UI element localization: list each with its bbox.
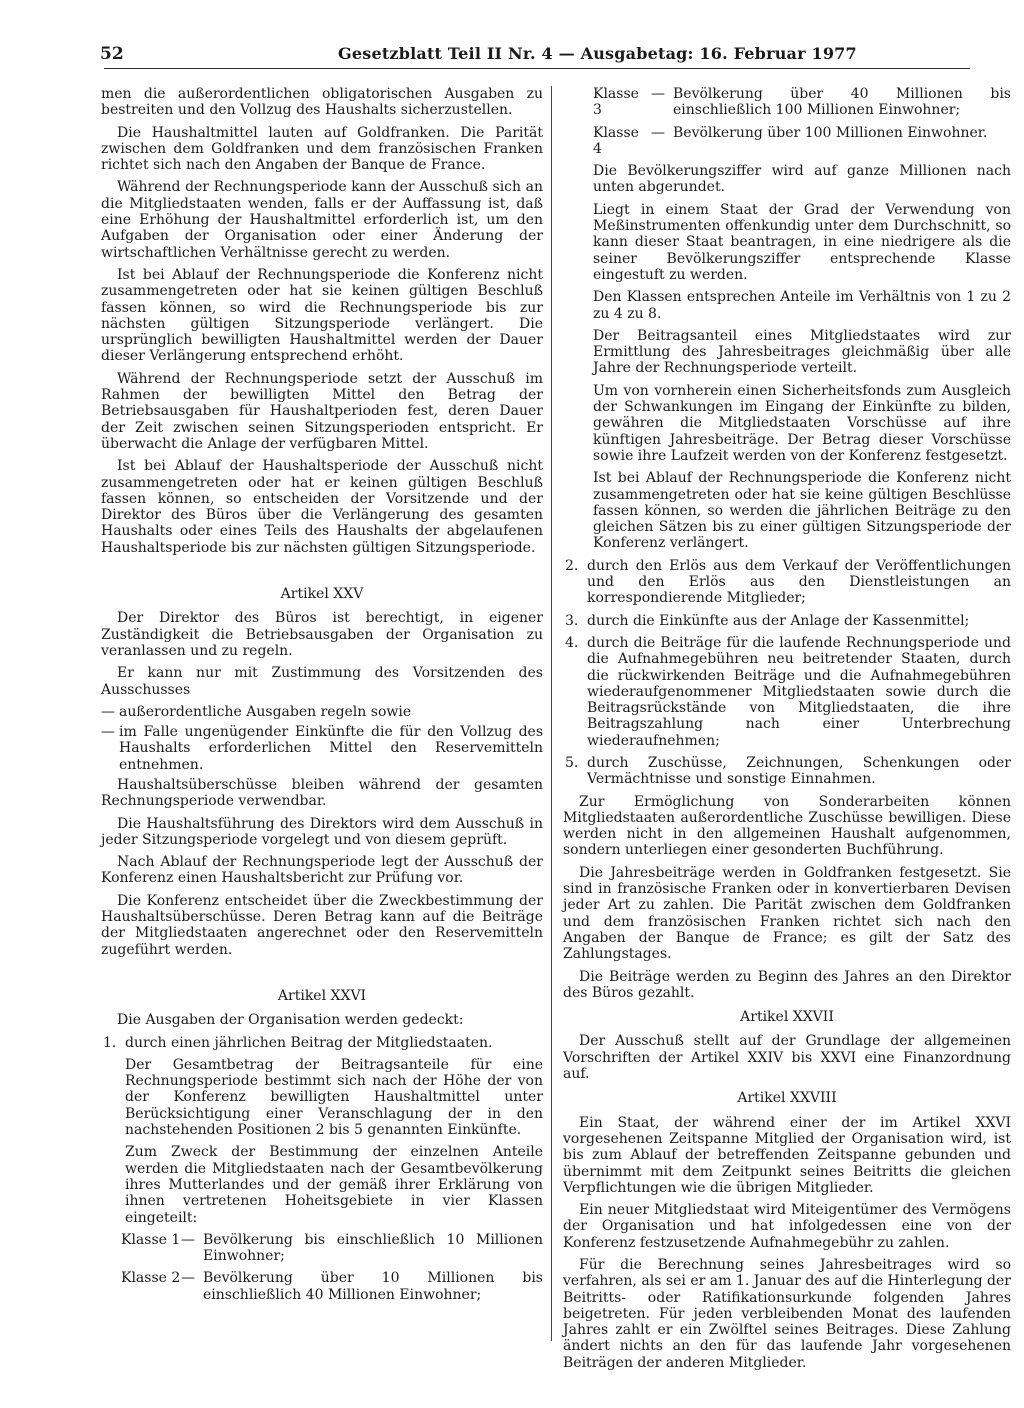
paragraph: Für die Berechnung seines Jahresbeitrages wird so verfahren, als sei er am 1. Januar des auf die Hinterlegung der Beitritts- oder Ratifikationsurkunde folgenden Jahres beigetreten. Für jeden verbleibenden Monat des laufenden Jahres zahlt er ein Zwölftel seines Beitrages. Diese Zahlung ändert nichts an den für das laufende Jahr vorgesehenen Beiträgen der anderen Mitglieder.: [563, 1257, 1011, 1371]
paragraph: Die Bevölkerungsziffer wird auf ganze Millionen nach unten abgerundet.: [593, 163, 1011, 196]
item-text: durch die Einkünfte aus der Anlage der Kassenmittel;: [587, 612, 970, 629]
paragraph: Ist bei Ablauf der Haushaltsperiode der Ausschuß nicht zusammengetreten oder hat er keinen gültigen Beschluß fassen können, so entscheiden der Vorsitzende und der Direktor des Büros über die Verlängerung des gesamten Haushalts oder eines Teils des Haushalts der abgelaufenen Haushaltsperiode bis zur nächsten gültigen Sitzungsperiode.: [101, 458, 543, 556]
paragraph: Um von vornherein einen Sicherheitsfonds zum Ausgleich der Schwankungen im Eingang der Einkünfte zu bilden, gewähren die Mitgliedstaaten Vorschüsse auf ihre künftigen Jahresbeiträge. Der Betrag dieser Vorschüsse sowie ihre Laufzeit werden von der Konferenz festgesetzt.: [593, 382, 1011, 464]
item-number: 1.: [103, 1034, 117, 1051]
klasse-4-row: [593, 125, 1011, 158]
item-number: 2.: [565, 557, 579, 574]
dash-list-item: [101, 724, 543, 773]
paragraph: men die außerordentlichen obligatorischen Ausgaben zu bestreiten und den Vollzug des Haushalts sicherzustellen.: [101, 86, 543, 119]
paragraph: Die Haushaltsführung des Direktors wird dem Ausschuß in jeder Sitzungsperiode vorgelegt und von diesem geprüft.: [101, 815, 543, 848]
header-rule: [104, 68, 970, 69]
dash-mark: —: [181, 1270, 195, 1287]
klasse-label: Klasse 4: [593, 124, 639, 157]
header-title: Gesetzblatt Teil II Nr. 4 — Ausgabetag: 16. Februar 1977: [338, 44, 857, 63]
paragraph: Haushaltsüberschüsse bleiben während der gesamten Rechnungsperiode verwendbar.: [101, 776, 543, 810]
klasse-2-row: [121, 1270, 543, 1303]
numbered-item-3: [563, 613, 1011, 629]
paragraph: Ist bei Ablauf der Rechnungsperiode die Konferenz nicht zusammengetreten oder hat sie keine gültigen Beschlüsse fassen können, so werden die jährlichen Beiträge zu den gleichen Sätzen bis zu einer gültigen Sitzungsperiode der Konferenz verlängert.: [593, 470, 1011, 552]
paragraph: Während der Rechnungsperiode kann der Ausschuß sich an die Mitgliedstaaten wenden, falls er der Auffassung ist, daß eine Erhöhung der Haushaltmittel erforderlich ist, um den Aufgaben der Organisation oder einer Änderung der wirtschaftlichen Verhältnisse gerecht zu werden.: [101, 179, 543, 261]
left-column: [101, 86, 543, 1309]
paragraph: Ein Staat, der während einer der im Artikel XXVI vorgesehenen Zeitspanne Mitglied der Organisation wird, ist bis zum Ablauf der betreffenden Zeitspanne gebunden und übernimmt mit dem Zeitpunkt seines Beitritts die gleichen Verpflichtungen wie die übrigen Mitglieder.: [563, 1114, 1011, 1196]
item-number: 4.: [565, 634, 579, 651]
dash-item-text: im Falle ungenügender Einkünfte die für den Vollzug des Haushalts erforderlichen Mittel den Reservemitteln entnehmen.: [119, 724, 543, 773]
klasse-text: Bevölkerung über 10 Millionen bis einschließlich 40 Millionen Einwohner;: [203, 1270, 543, 1303]
dash-mark: —: [651, 86, 665, 102]
item-text: durch den Erlös aus dem Verkauf der Veröffentlichungen und den Erlös aus den Dienstleistungen an korrespondierende Mitglieder;: [587, 557, 1011, 607]
article-heading-xxviii: Artikel XXVIII: [737, 1090, 837, 1107]
paragraph: Die Konferenz entscheidet über die Zweckbestimmung der Haushaltsüberschüsse. Deren Betrag kann auf die Beiträge der Mitgliedstaaten angerechnet oder den Reservemitteln zugeführt werden.: [101, 892, 543, 958]
article-heading-xxv: Artikel XXV: [280, 586, 364, 603]
dash-mark: —: [101, 724, 115, 741]
paragraph: Die Ausgaben der Organisation werden gedeckt:: [117, 1012, 464, 1029]
paragraph: Der Ausschuß stellt auf der Grundlage der allgemeinen Vorschriften der Artikel XXIV bis XXVI eine Finanzordnung auf.: [563, 1033, 1011, 1083]
dash-mark: —: [101, 703, 115, 720]
klasse-1-row: [121, 1232, 543, 1265]
klasse-label: Klasse 1: [121, 1231, 181, 1248]
item-number: 5.: [565, 754, 579, 771]
numbered-item-5: [563, 755, 1011, 788]
page-number: 52: [100, 44, 124, 64]
paragraph: Den Klassen entsprechen Anteile im Verhältnis von 1 zu 2 zu 4 zu 8.: [593, 289, 1011, 322]
paragraph: Die Beiträge werden zu Beginn des Jahres an den Direktor des Büros gezahlt.: [563, 968, 1011, 1001]
paragraph: Der Direktor des Büros ist berechtigt, in eigener Zuständigkeit die Betriebsausgaben der Organisation zu veranlassen und zu regeln.: [101, 610, 543, 659]
paragraph: Die Haushaltmittel lauten auf Goldfranken. Die Parität zwischen dem Goldfranken und dem französischen Franken richtet sich nach den Angaben der Banque de France.: [101, 124, 543, 174]
klasse-label: Klasse 2: [121, 1270, 181, 1287]
dash-mark: —: [181, 1231, 195, 1248]
article-heading-xxvi: Artikel XXVI: [277, 987, 367, 1004]
item-text: durch einen jährlichen Beitrag der Mitgliedstaaten.: [125, 1034, 493, 1051]
paragraph: Er kann nur mit Zustimmung des Vorsitzenden des Ausschusses: [101, 665, 543, 698]
paragraph: Der Beitragsanteil eines Mitgliedstaates wird zur Ermittlung des Jahresbeitrages gleichmäßig über alle Jahre der Rechnungsperiode verteilt.: [593, 327, 1011, 377]
article-heading-xxvii: Artikel XXVII: [740, 1009, 834, 1026]
numbered-item-1: [101, 1035, 543, 1226]
klasse-text: Bevölkerung bis einschließlich 10 Millionen Einwohner;: [203, 1231, 543, 1265]
dash-mark: —: [651, 124, 665, 141]
paragraph: Während der Rechnungsperiode setzt der Ausschuß im Rahmen der bewilligten Mittel den Betrag der Betriebsausgaben für Haushaltperioden fest, deren Dauer der Zeit zwischen seinen Sitzungsperioden entspricht. Er überwacht die Anlage der verfügbaren Mittel.: [101, 370, 543, 452]
paragraph: Ein neuer Mitgliedstaat wird Miteigentümer des Vermögens der Organisation und hat infolgedessen eine von der Konferenz festzusetzende Aufnahmegebühr zu zahlen.: [563, 1202, 1011, 1251]
paragraph: Zum Zweck der Bestimmung der einzelnen Anteile werden die Mitgliedstaaten nach der Gesamtbevölkerung ihres Mutterlandes und der gemäß ihrer Erklärung von ihnen vertretenen Hoheitsgebiete in vier Klassen eingeteilt:: [125, 1144, 543, 1226]
item1-continuation: [593, 163, 1011, 552]
paragraph: Ist bei Ablauf der Rechnungsperiode die Konferenz nicht zusammengetreten oder hat sie keinen gültigen Beschluß fassen können, so wird die Rechnungsperiode bis zur nächsten gültigen Sitzungsperiode verlängert. Die ursprünglich bewilligten Haushaltmittel werden der Dauer dieser Verlängerung entsprechend erhöht.: [101, 266, 543, 365]
klasse-text: Bevölkerung über 100 Millionen Einwohner.: [673, 124, 988, 141]
item-text: durch Zuschüsse, Zeichnungen, Schenkungen oder Vermächtnisse und sonstige Einnahmen.: [587, 754, 1011, 788]
numbered-item-4: [563, 635, 1011, 749]
right-column: [563, 86, 1011, 1377]
paragraph: Nach Ablauf der Rechnungsperiode legt der Ausschuß der Konferenz einen Haushaltsbericht zur Prüfung vor.: [101, 854, 543, 887]
klasse-label: Klasse 3: [593, 86, 639, 119]
klasse-3-row: [593, 86, 1011, 119]
item-number: 3.: [565, 612, 579, 629]
numbered-item-2: [563, 558, 1011, 607]
page-header: [100, 44, 970, 68]
paragraph: Die Jahresbeiträge werden in Goldfranken festgesetzt. Sie sind in französische Franken oder in konvertierbaren Devisen jeder Art zu zahlen. Die Parität zwischen dem Goldfranken und dem französischen Franken richtet sich nach den Angaben der Banque de France; es gilt der Satz des Zahlungstages.: [563, 864, 1011, 963]
item-text: durch die Beiträge für die laufende Rechnungsperiode und die Aufnahmegebühren neu beitretender Staaten, durch die rückwirkenden Beiträge und die Aufnahmegebühren wiederaufgenommener Mitgliedstaaten sowie durch die Beitragsrückstände von Mitgliedstaaten, die ihre Beitragszahlung nach einer Unterbrechung wiederaufnehmen;: [587, 634, 1011, 749]
paragraph: Liegt in einem Staat der Grad der Verwendung von Meßinstrumenten offenkundig unter dem Durchschnitt, so kann dieser Staat beantragen, in eine niedrigere als die seiner Bevölkerungsziffer entsprechende Klasse eingestuft zu werden.: [593, 201, 1011, 283]
column-divider: [551, 86, 552, 1341]
dash-list-item: [101, 704, 543, 720]
dash-item-text: außerordentliche Ausgaben regeln sowie: [119, 703, 412, 720]
klasse-text: Bevölkerung über 40 Millionen bis einschließlich 100 Millionen Einwohner;: [673, 86, 1011, 119]
paragraph: Der Gesamtbetrag der Beitragsanteile für eine Rechnungsperiode bestimmt sich nach der Höhe der von der Konferenz bewilligten Haushaltmittel unter Berücksichtigung einer Veranschlagung der in den nachstehenden Positionen 2 bis 5 genannten Einkünfte.: [125, 1056, 543, 1139]
paragraph: Zur Ermöglichung von Sonderarbeiten können Mitgliedstaaten außerordentliche Zuschüsse bewilligen. Diese werden nicht in den allgemeinen Haushalt aufgenommen, sondern unterliegen einer gesonderten Buchführung.: [563, 793, 1011, 859]
